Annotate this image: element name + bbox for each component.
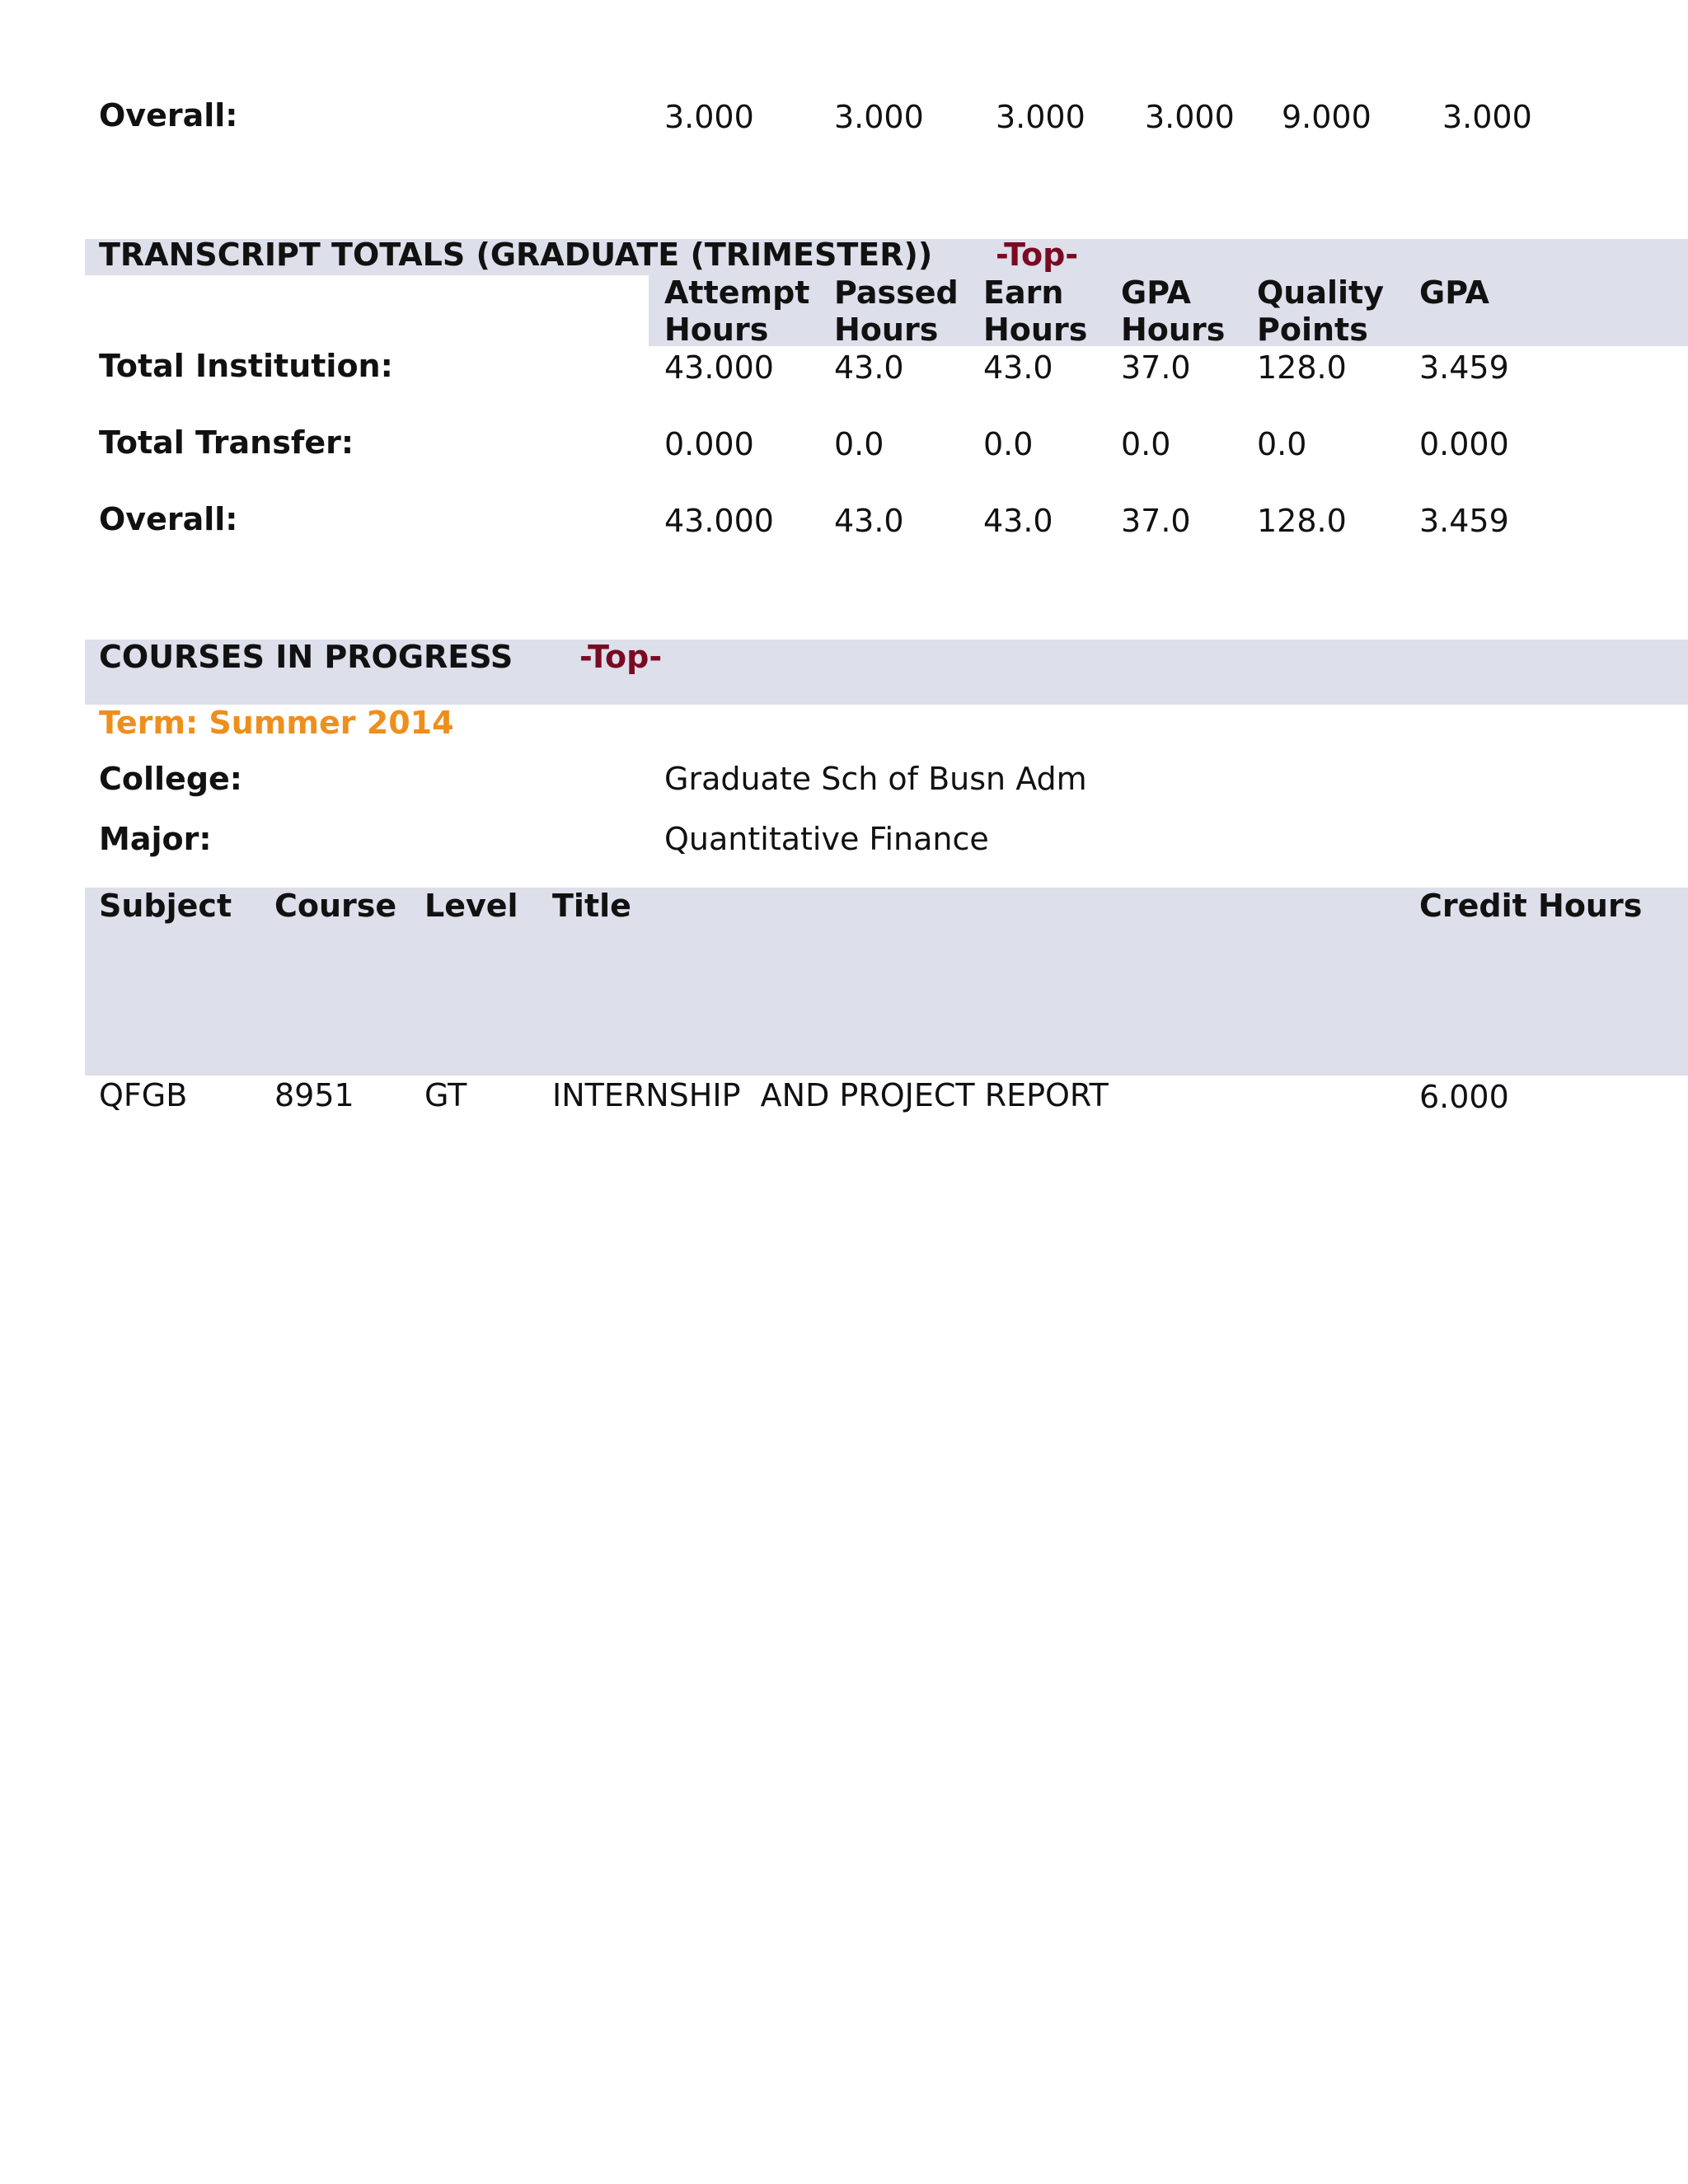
overall-total-quality: 128.0 [1257,503,1347,539]
overall-prev-attempt: 3.000 [664,99,754,135]
total-transfer-gpa-hours: 0.0 [1121,426,1171,462]
overall-prev-gpa-hours: 3.000 [1145,99,1235,135]
total-institution-quality: 128.0 [1257,349,1347,386]
col-subject-header: Subject [99,888,232,924]
total-institution-attempt: 43.000 [664,349,774,386]
col-credit-hours-header: Credit Hours [1419,888,1643,924]
overall-total-label: Overall: [99,501,238,537]
total-transfer-gpa: 0.000 [1419,426,1509,462]
col-quality-points-header: Quality Points [1257,274,1384,348]
course-level: GT [424,1077,467,1113]
college-label: College: [99,761,242,797]
course-credit-hours: 6.000 [1419,1079,1509,1115]
col-attempt-hours-header: Attempt Hours [664,274,810,348]
overall-label-prev: Overall: [99,97,238,134]
total-institution-gpa: 3.459 [1419,349,1509,386]
course-subject: QFGB [99,1077,188,1113]
total-transfer-attempt: 0.000 [664,426,754,462]
college-value: Graduate Sch of Busn Adm [664,761,1087,797]
col-gpa-header: GPA [1419,274,1489,311]
total-institution-label: Total Institution: [99,348,393,384]
overall-prev-gpa: 3.000 [1442,99,1532,135]
overall-total-earn: 43.0 [983,503,1053,539]
col-level-header: Level [424,888,518,924]
col-passed-hours-header: Passed Hours [834,274,959,348]
total-transfer-label: Total Transfer: [99,424,354,461]
total-transfer-quality: 0.0 [1257,426,1307,462]
col-course-header: Course [274,888,397,924]
course-number: 8951 [274,1077,354,1113]
major-value: Quantitative Finance [664,821,989,857]
col-gpa-hours-header: GPA Hours [1121,274,1226,348]
course-title: INTERNSHIP AND PROJECT REPORT [552,1077,1109,1113]
courses-in-progress-top-link[interactable]: -Top- [579,639,663,675]
major-label: Major: [99,821,212,857]
overall-total-passed: 43.0 [834,503,904,539]
total-transfer-earn: 0.0 [983,426,1034,462]
transcript-totals-top-link[interactable]: -Top- [996,237,1079,273]
overall-prev-quality: 9.000 [1282,99,1372,135]
total-institution-gpa-hours: 37.0 [1121,349,1191,386]
overall-prev-passed: 3.000 [834,99,924,135]
total-institution-passed: 43.0 [834,349,904,386]
courses-in-progress-title: COURSES IN PROGRESS [99,639,513,675]
overall-prev-earn: 3.000 [996,99,1085,135]
overall-total-gpa: 3.459 [1419,503,1509,539]
total-institution-earn: 43.0 [983,349,1053,386]
overall-total-attempt: 43.000 [664,503,774,539]
term-heading: Term: Summer 2014 [99,705,454,741]
overall-total-gpa-hours: 37.0 [1121,503,1191,539]
transcript-totals-title: TRANSCRIPT TOTALS (GRADUATE (TRIMESTER)) [99,237,933,273]
col-title-header: Title [552,888,631,924]
total-transfer-passed: 0.0 [834,426,884,462]
col-earn-hours-header: Earn Hours [983,274,1088,348]
